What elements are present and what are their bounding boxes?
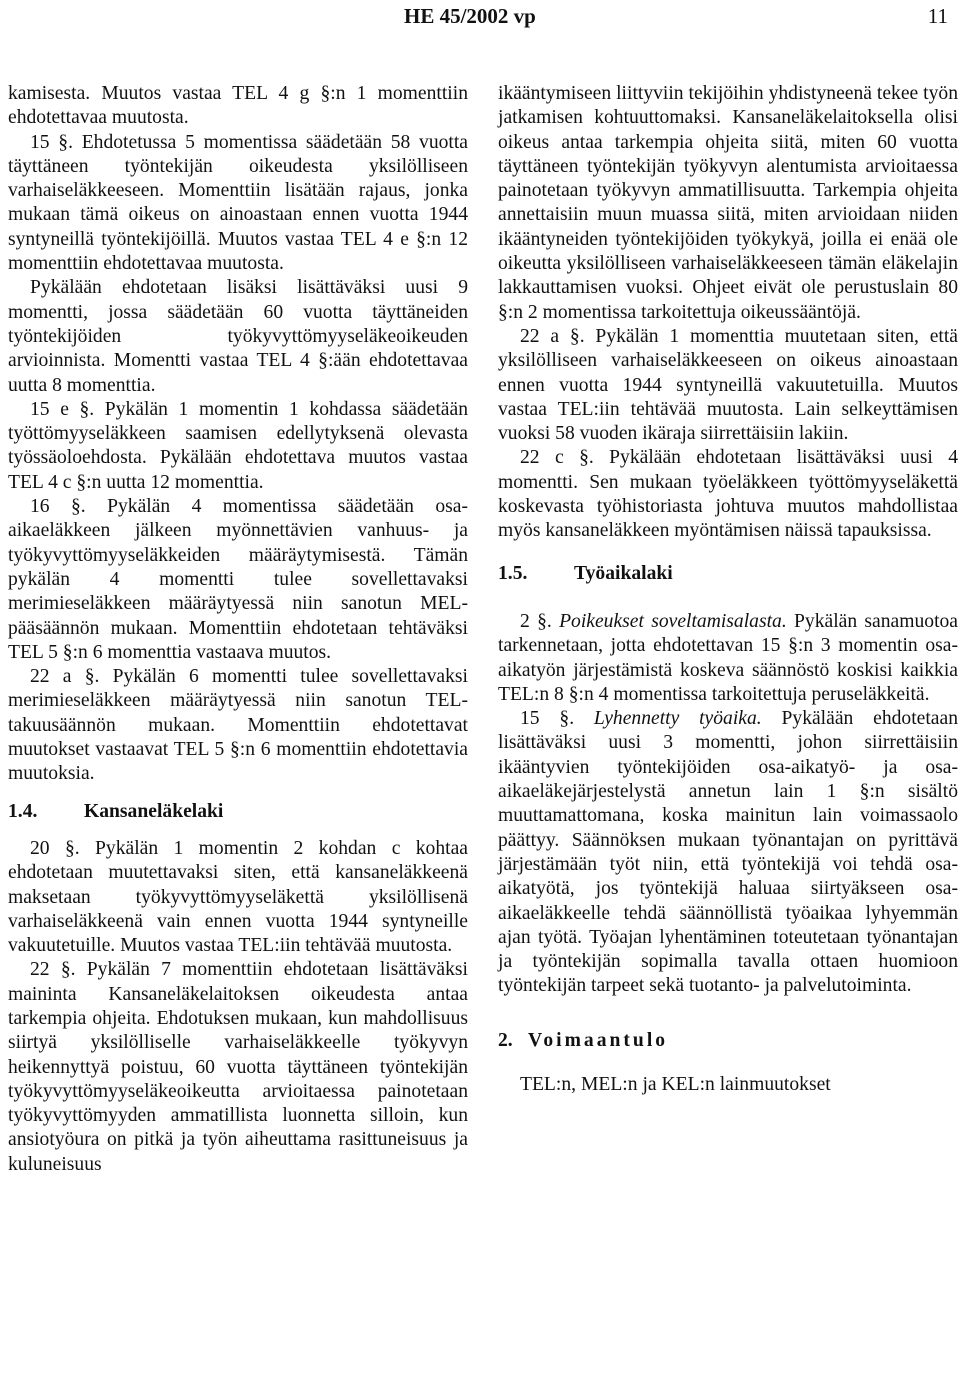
paragraph: 22 a §. Pykälän 1 momenttia muutetaan siten, että yksilölliseen varhaiseläkkeeseen on oikeus ainoastaan ennen vuotta 1944 syntyneillä vakuutetuilla. Muutos vastaa TEL:iin tehtävää muutosta. Lain selkeyttämisen vuoksi 58 vuoden ikäraja siirrettäisiin lakiin. [498, 325, 958, 445]
section-heading [498, 1029, 958, 1053]
section-number: 2. [498, 1029, 513, 1051]
paragraph-italic-title: Poikeukset soveltamisalasta. [559, 610, 787, 632]
section-number: 1.5. [498, 562, 528, 584]
paragraph [498, 610, 958, 707]
paragraph: ikääntymiseen liittyviin tekijöihin yhdistyneenä tekee työn jatkamisen kohtuuttomaksi. Kansaneläkelaitoksella olisi oikeus antaa tarkempia ohjeita siitä, miten 60 vuotta täyttäneen työntekijän työkyvyn alentumista arvioitaessa painotetaan työkyvyn ammatillisuutta. Tarkempia ohjeita annettaisiin muun muassa siitä, miten arvioidaan niiden ikääntyneiden työntekijöiden työkykyä, joilla ei enää ole oikeutta yksilölliseen varhaiseläkkeeseen tämän eläkelajin lakkauttamisen vuoksi. Ohjeet eivät ole perustuslain 80 §:n 2 momentissa tarkoitettuja oikeussääntöjä. [498, 83, 958, 323]
paragraph: 22 a §. Pykälän 6 momentti tulee sovellettavaksi merimieseläkkeen määräytyessä niin sanotun TEL-takuusäännön mukaan. Momenttiin ehdotettavat muutokset vastaavat TEL 5 §:n 6 momenttiin ehdotettavia muutoksia. [8, 666, 468, 785]
paragraph: 16 §. Pykälän 4 momentissa säädetään osa-aikaeläkkeen jälkeen myönnettävien vanhuus- ja työkyvyttömyyseläkkeiden määräytymisestä. Tämän pykälän 4 momentti tulee sovellettavaksi merimieseläkkeen määräytyessä niin sanotun MEL-pääsäännön mukaan. Momenttiin ehdotetaan tehtäväksi TEL 5 §:n 6 momenttia vastaava muutos. [8, 496, 468, 663]
section-heading [498, 562, 958, 586]
paragraph-lead: 2 §. [520, 610, 560, 632]
paragraph: 20 §. Pykälän 1 momentin 2 kohdan c kohtaa ehdotetaan muutettavaksi siten, että kansaneläkkeenä maksetaan työkyvyttömyyseläkettä yksilöllisenä varhaiseläkkeenä vain ennen vuotta 1944 syntyneille vakuutetuille. Muutos vastaa TEL:iin tehtävää muutosta. [8, 837, 468, 957]
section-title: Työaikalaki [574, 562, 673, 584]
paragraph-lead: 15 §. [520, 708, 594, 730]
section-number: 1.4. [8, 800, 38, 822]
right-column [498, 82, 958, 1097]
page-number: 11 [927, 4, 948, 28]
paragraph-body: Pykälän sanamuotoa tarkennetaan, jotta ehdotettavan 15 §:n 3 momentin osa-aikatyön järjestämistä koskeva säännöstö koskisi kaikkia TEL:n 8 §:n 4 momentissa tarkoitettuja peruseläkkeitä. [498, 610, 959, 705]
left-column [8, 82, 468, 1177]
paragraph-body: Pykälään ehdotetaan lisättäväksi uusi 3 momentti, johon siirrettäisiin ikääntyvien työntekijöiden osa-aikatyö- ja osa-aikaeläkejärjestelystä annetun lain 1 §:n sisältö muuttamattomana, koska mainitun lain voimassaolo päättyy. Säännöksen mukaan työnantajan on pyrittävä järjestämään työt niin, että työntekijä voi tehdä osa-aikatyötä, jos työntekijä haluaa siirtyäkseen osa-aikaeläkkeelle tehdä säännöllistä työaikaa lyhyemmän ajan työtä. Työajan lyhentäminen toteutetaan työnantajan ja työntekijän sopimalla tavalla ottaen huomioon työntekijän tarpeet sekä tuotanto- ja palvelutoiminta. [498, 708, 958, 997]
paragraph: 15 e §. Pykälän 1 momentin 1 kohdassa säädetään työttömyyseläkkeen saamisen edellytyksenä olevasta työssäoloehdosta. Pykälään ehdotettava muutos vastaa TEL 4 c §:n uutta 12 momenttia. [8, 398, 468, 493]
section-title: Voimaantulo [528, 1029, 669, 1051]
paragraph: 15 §. Ehdotetussa 5 momentissa säädetään 58 vuotta täyttäneen työntekijän oikeudesta yksilölliseen varhaiseläkkeeseen. Momenttiin lisätään rajaus, jonka mukaan tämä oikeus on ainoastaan ennen vuotta 1944 syntyneillä työntekijöillä. Muutos vastaa TEL 4 e §:n 12 momenttiin ehdotettavaa muutosta. [8, 131, 468, 275]
paragraph-italic-title: Lyhennetty työaika. [593, 708, 762, 730]
paragraph: 22 c §. Pykälään ehdotetaan lisättäväksi uusi 4 momentti. Sen mukaan työeläkkeen työttömyyseläkettä koskevasta työhistoriasta johtuva muutos mahdollistaa myös kansaneläkkeen myöntämisen näissä tapauksissa. [498, 447, 958, 542]
paragraph [498, 707, 958, 999]
paragraph: Pykälään ehdotetaan lisäksi lisättäväksi uusi 9 momentti, jossa säädetään 60 vuotta täyttäneiden työntekijöiden työkyvyttömyyseläkeoikeuden arvioinnista. Momentti vastaa TEL 4 §:ään ehdotettavaa uutta 8 momenttia. [8, 277, 468, 396]
section-title: Kansaneläkelaki [84, 800, 224, 822]
paragraph: TEL:n, MEL:n ja KEL:n lainmuutokset [520, 1073, 831, 1095]
paragraph: 22 §. Pykälän 7 momenttiin ehdotetaan lisättäväksi maininta Kansaneläkelaitoksen oikeudesta antaa tarkempia ohjeita. Ehdotuksen mukaan, kun mahdollisuus siirtyä yksilölliselle varhaiseläkkeelle työkyvyn heikennyttyä poistuu, 60 vuotta täyttäneen työntekijän työkyvyttömyyseläkeoikeutta arvioitaessa painotetaan työkyvyttömyyden ammatillista luonnetta silloin, kun ansiotyöura on pitkä ja työn aiheuttama rasittuneisuus ja kuluneisuus [8, 959, 468, 1175]
paragraph: kamisesta. Muutos vastaa TEL 4 g §:n 1 momenttiin ehdotettavaa muutosta. [8, 83, 468, 129]
page-header [0, 4, 960, 34]
section-heading [8, 800, 468, 824]
document-id: HE 45/2002 vp [404, 4, 536, 28]
